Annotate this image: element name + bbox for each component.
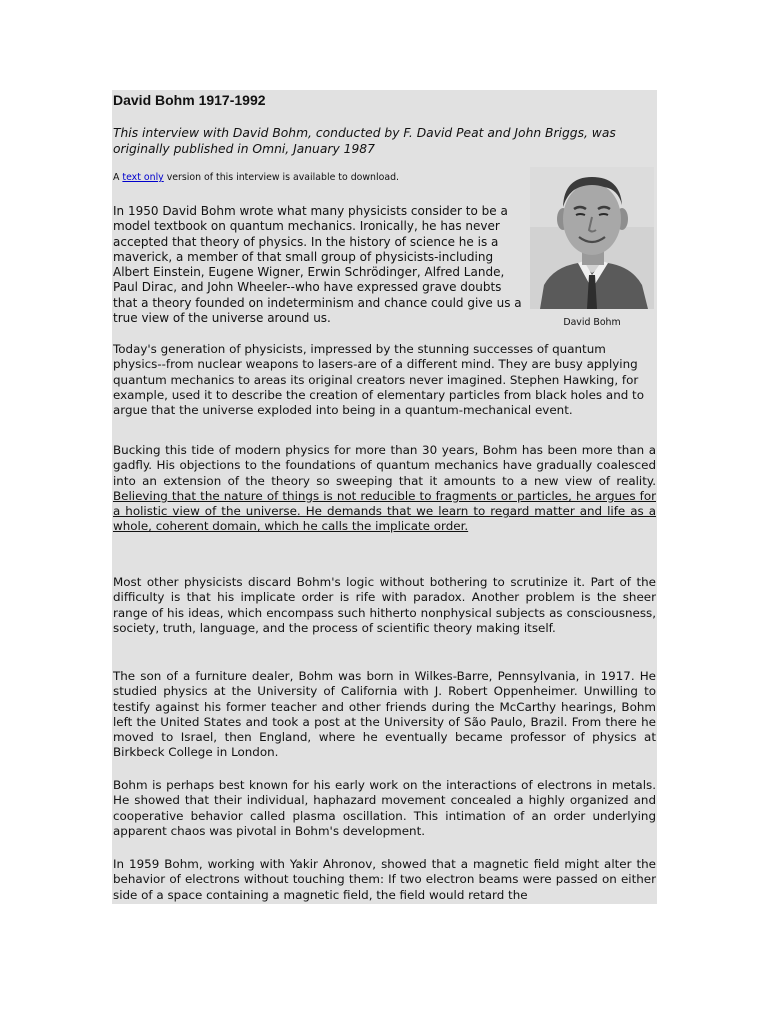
download-note xyxy=(113,172,399,183)
author-photo-figure xyxy=(530,167,654,328)
text-only-link[interactable]: text only xyxy=(122,172,164,183)
download-suffix: version of this interview is available to download. xyxy=(163,172,400,183)
paragraph-2: Today's generation of physicists, impressed by the stunning successes of quantum physics--from nuclear weapons to lasers-are of a different mind. They are busy applying quantum mechanics to areas its original creators never imagined. Stephen Hawking, for example, used it to describe the creation of elementary particles from black holes and to argue that the universe exploded into being in a quantum-mechanical event. xyxy=(113,342,644,418)
paragraph-3-text: Bucking this tide of modern physics for more than 30 years, Bohm has been more than a gadfly. His objections to the foundations of quantum mechanics have gradually coalesced into an extension of the theory so sweeping that it amounts to a new view of reality. xyxy=(113,443,656,488)
portrait-illustration xyxy=(530,167,654,309)
article-intro xyxy=(113,125,653,157)
paragraph-1: In 1950 David Bohm wrote what many physicists consider to be a model textbook on quantum mechanics. Ironically, he has never accepted that theory of physics. In the history of science he is a maverick, a member of that small group of physicists-including Albert Einstein, Eugene Wigner, Erwin Schrödinger, Alfred Lande, Paul Dirac, and John Wheeler--who have expressed grave doubts that a theory founded on indeterminism and chance could give us a true view of the universe around us. xyxy=(113,204,522,326)
paragraph-5: The son of a furniture dealer, Bohm was born in Wilkes-Barre, Pennsylvania, in 1917. He studied physics at the University of California with J. Robert Oppenheimer. Unwilling to testify against his former teacher and other friends during the McCarthy hearings, Bohm left the United States and took a post at the University of São Paulo, Brazil. From there he moved to Israel, then England, where he eventually became professor of physics at Birkbeck College in London. xyxy=(113,669,656,760)
intro-date: , January 1987 xyxy=(285,142,375,156)
download-prefix: A xyxy=(113,172,123,183)
document-page xyxy=(112,90,657,904)
david-bohm-photo xyxy=(530,167,654,309)
paragraph-6: Bohm is perhaps best known for his early work on the interactions of electrons in metals. He showed that their individual, haphazard movement concealed a highly organized and cooperative behavior called plasma oscillation. This intimation of an order underlying apparent chaos was pivotal in Bohm's development. xyxy=(113,778,656,838)
intro-publication: Omni xyxy=(252,142,286,156)
article-title: David Bohm 1917-1992 xyxy=(113,92,266,108)
paragraph-7: In 1959 Bohm, working with Yakir Ahronov, showed that a magnetic field might alter the behavior of electrons without touching them: If two electron beams were passed on either side of a space containing a magnetic field, the field would retard the xyxy=(113,857,656,902)
paragraph-4: Most other physicists discard Bohm's logic without bothering to scrutinize it. Part of the difficulty is that his implicate order is rife with paradox. Another problem is the sheer range of his ideas, which encompass such hitherto nonphysical subjects as consciousness, society, truth, language, and the process of scientific theory making itself. xyxy=(113,575,656,635)
intro-text: This interview with David Bohm, conducted by F. David Peat and John Briggs, was originally published in xyxy=(113,126,616,156)
paragraph-3 xyxy=(113,443,656,535)
photo-caption: David Bohm xyxy=(563,317,621,328)
paragraph-3-underlined-text: Believing that the nature of things is not reducible to fragments or particles, he argues for a holistic view of the universe. He demands that we learn to regard matter and life as a whole, coherent domain, which he calls the implicate order. xyxy=(113,488,656,534)
